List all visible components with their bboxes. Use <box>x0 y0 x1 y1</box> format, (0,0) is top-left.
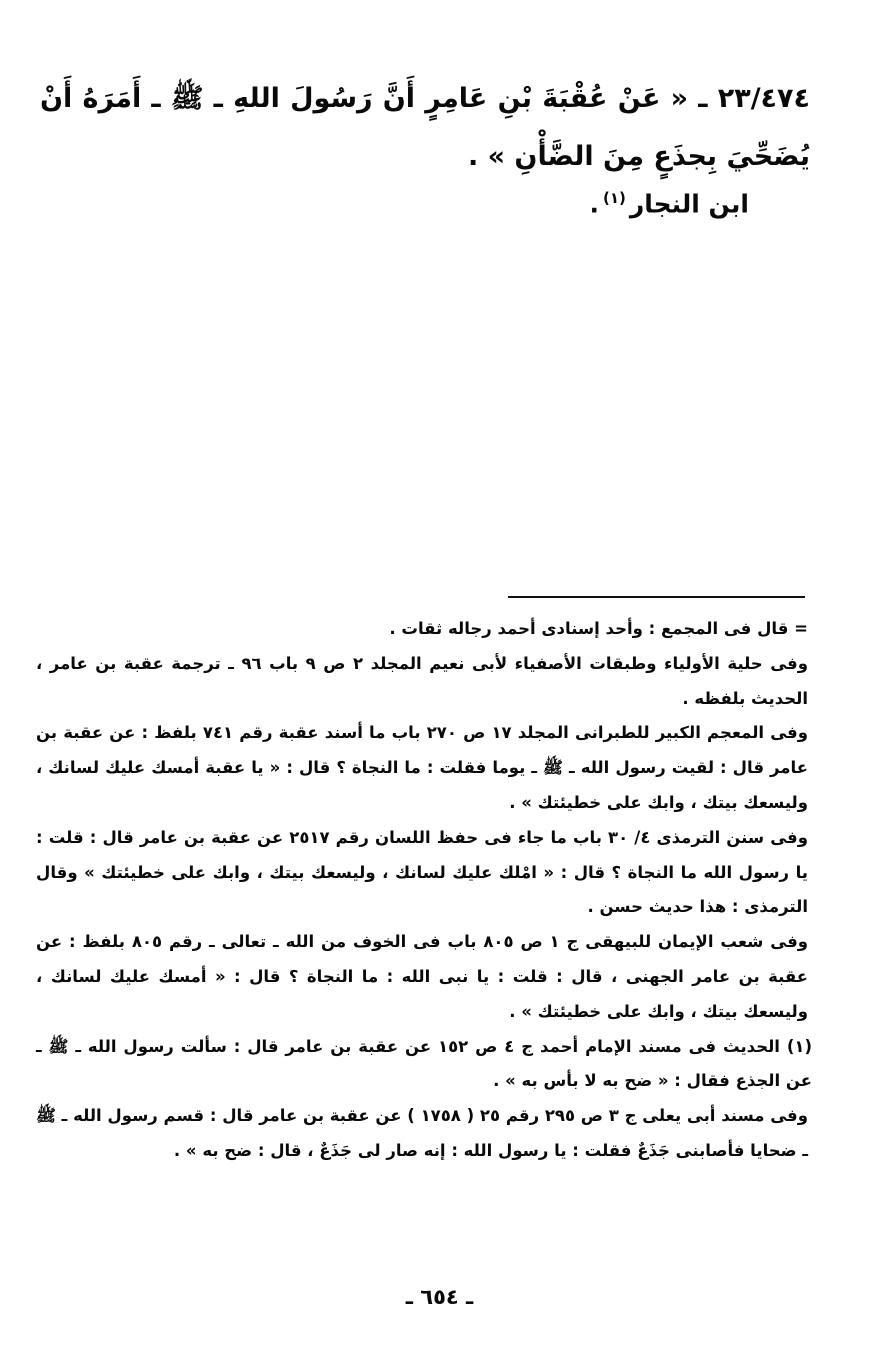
source-name: ابن النجار <box>629 189 749 219</box>
footnote-continuation: = قال فى المجمع : وأحد إسنادى أحمد رجاله ثقات . <box>389 619 808 638</box>
footnote-paragraph: وفى حلية الأولياء وطبقات الأصفياء لأبى نعيم المجلد ٢ ص ٩ باب ٩٦ ـ ترجمة عقبة بن عامر ، الحديث بلفظه . <box>36 653 808 708</box>
hadith-body: ٢٣/٤٧٤ ـ « عَنْ عُقْبَةَ بْنِ عَامِرٍ أَنَّ رَسُولَ اللهِ ـ ﷺ ـ أَمَرَهُ أَنْ يُضَحِّيَ بِجذَعٍ مِنَ الضَّأْنِ » . <box>40 83 810 172</box>
source-terminator: . <box>589 189 599 219</box>
footnote-paragraph: وفى سنن الترمذى ٤/ ٣٠ باب ما جاء فى حفظ اللسان رقم ٢٥١٧ عن عقبة بن عامر قال : قلت : يا رسول الله ما النجاة ؟ قال : « امْلك عليك لسانك ، وليسعك بيتك ، وابك على خطيئتك » وقال الترمذى : هذا حديث حسن . <box>36 827 808 917</box>
footnote-paragraph: وفى شعب الإيمان للبيهقى ج ١ ص ٨٠٥ باب فى الخوف من الله ـ تعالى ـ رقم ٨٠٥ بلفظ : عن عقبة بن عامر الجهنى ، قال : قلت : يا نبى الله : ما النجاة ؟ قال : « أمسك عليك لسانك ، وليسعك بيتك ، وابك على خطيئتك » . <box>36 932 809 1021</box>
hadith-source <box>590 178 750 224</box>
footnote-separator <box>508 596 805 598</box>
footnote-paragraph: وفى مسند أبى يعلى ج ٣ ص ٢٩٥ رقم ٢٥ ( ١٧٥٨ ) عن عقبة بن عامر قال : قسم رسول الله ـ ﷺ ـ ضحايا فأصابنى جَذَعٌ فقلت : يا رسول الله : إنه صار لى جَذَعٌ ، قال : ضح به » . <box>36 1106 808 1160</box>
footnote-reference-mark: (١) <box>603 189 626 207</box>
footnote-1: (١) الحديث فى مسند الإمام أحمد ج ٤ ص ١٥٢ عن عقبة بن عامر قال : سألت رسول الله ـ ﷺ ـ عن الجذع فقال : « ضح به لا بأس به » . <box>36 1036 813 1091</box>
footnote-paragraph: وفى المعجم الكبير للطبرانى المجلد ١٧ ص ٢٧٠ باب ما أسند عقبة رقم ٧٤١ بلفظ : عن عقبة بن عامر قال : لقيت رسول الله ـ ﷺ ـ يوما فقلت : ما النجاة ؟ قال : « يا عقبة أمسك عليك لسانك ، وليسعك بيتك ، وابك على خطيئتك » . <box>36 723 808 812</box>
hadith-text <box>40 70 810 186</box>
footnotes-block <box>36 612 813 1169</box>
page-number: ـ ٦٥٤ ـ <box>405 1285 474 1309</box>
